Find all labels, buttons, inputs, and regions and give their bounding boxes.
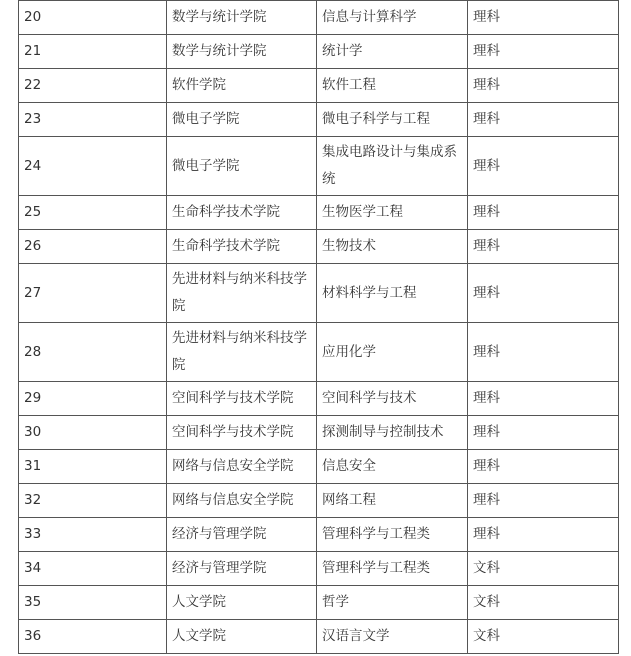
table-row bbox=[19, 450, 619, 484]
college-cell: 先进材料与纳米科技学院 bbox=[167, 264, 317, 323]
category-cell: 理科 bbox=[468, 196, 619, 230]
category-cell: 理科 bbox=[468, 382, 619, 416]
major-cell: 统计学 bbox=[317, 35, 468, 69]
major-cell: 管理科学与工程类 bbox=[317, 518, 468, 552]
major-cell: 汉语言文学 bbox=[317, 620, 468, 654]
row-number: 29 bbox=[19, 382, 167, 416]
major-cell: 管理科学与工程类 bbox=[317, 552, 468, 586]
college-cell: 微电子学院 bbox=[167, 103, 317, 137]
table-row bbox=[19, 1, 619, 35]
row-number: 28 bbox=[19, 323, 167, 382]
table-row bbox=[19, 586, 619, 620]
college-cell: 空间科学与技术学院 bbox=[167, 382, 317, 416]
row-number: 24 bbox=[19, 137, 167, 196]
row-number: 34 bbox=[19, 552, 167, 586]
row-number: 23 bbox=[19, 103, 167, 137]
table-row bbox=[19, 484, 619, 518]
row-number: 31 bbox=[19, 450, 167, 484]
row-number: 30 bbox=[19, 416, 167, 450]
college-cell: 空间科学与技术学院 bbox=[167, 416, 317, 450]
table-row bbox=[19, 620, 619, 654]
major-cell: 生物医学工程 bbox=[317, 196, 468, 230]
category-cell: 文科 bbox=[468, 552, 619, 586]
category-cell: 文科 bbox=[468, 586, 619, 620]
row-number: 33 bbox=[19, 518, 167, 552]
row-number: 32 bbox=[19, 484, 167, 518]
college-cell: 经济与管理学院 bbox=[167, 552, 317, 586]
row-number: 21 bbox=[19, 35, 167, 69]
row-number: 20 bbox=[19, 1, 167, 35]
table-row bbox=[19, 264, 619, 323]
major-cell: 微电子科学与工程 bbox=[317, 103, 468, 137]
college-cell: 人文学院 bbox=[167, 586, 317, 620]
table-row bbox=[19, 416, 619, 450]
major-cell: 信息与计算科学 bbox=[317, 1, 468, 35]
category-cell: 理科 bbox=[468, 484, 619, 518]
major-cell: 信息安全 bbox=[317, 450, 468, 484]
table-row bbox=[19, 323, 619, 382]
row-number: 26 bbox=[19, 230, 167, 264]
table-row bbox=[19, 230, 619, 264]
college-cell: 生命科学技术学院 bbox=[167, 196, 317, 230]
table-row bbox=[19, 103, 619, 137]
row-number: 27 bbox=[19, 264, 167, 323]
category-cell: 理科 bbox=[468, 416, 619, 450]
major-cell: 软件工程 bbox=[317, 69, 468, 103]
majors-table bbox=[18, 0, 619, 654]
college-cell: 先进材料与纳米科技学院 bbox=[167, 323, 317, 382]
table-row bbox=[19, 137, 619, 196]
row-number: 25 bbox=[19, 196, 167, 230]
category-cell: 理科 bbox=[468, 518, 619, 552]
major-cell: 空间科学与技术 bbox=[317, 382, 468, 416]
category-cell: 理科 bbox=[468, 103, 619, 137]
major-cell: 探测制导与控制技术 bbox=[317, 416, 468, 450]
college-cell: 网络与信息安全学院 bbox=[167, 484, 317, 518]
table-row bbox=[19, 518, 619, 552]
college-cell: 生命科学技术学院 bbox=[167, 230, 317, 264]
category-cell: 文科 bbox=[468, 620, 619, 654]
row-number: 22 bbox=[19, 69, 167, 103]
college-cell: 软件学院 bbox=[167, 69, 317, 103]
category-cell: 理科 bbox=[468, 1, 619, 35]
category-cell: 理科 bbox=[468, 137, 619, 196]
college-cell: 微电子学院 bbox=[167, 137, 317, 196]
major-cell: 应用化学 bbox=[317, 323, 468, 382]
table-row bbox=[19, 35, 619, 69]
row-number: 36 bbox=[19, 620, 167, 654]
category-cell: 理科 bbox=[468, 264, 619, 323]
category-cell: 理科 bbox=[468, 69, 619, 103]
category-cell: 理科 bbox=[468, 35, 619, 69]
table-row bbox=[19, 69, 619, 103]
college-cell: 人文学院 bbox=[167, 620, 317, 654]
college-cell: 网络与信息安全学院 bbox=[167, 450, 317, 484]
table-row bbox=[19, 552, 619, 586]
major-cell: 集成电路设计与集成系统 bbox=[317, 137, 468, 196]
major-cell: 生物技术 bbox=[317, 230, 468, 264]
major-cell: 哲学 bbox=[317, 586, 468, 620]
college-cell: 数学与统计学院 bbox=[167, 35, 317, 69]
category-cell: 理科 bbox=[468, 323, 619, 382]
category-cell: 理科 bbox=[468, 230, 619, 264]
major-cell: 材料科学与工程 bbox=[317, 264, 468, 323]
row-number: 35 bbox=[19, 586, 167, 620]
table-row bbox=[19, 196, 619, 230]
table-row bbox=[19, 382, 619, 416]
category-cell: 理科 bbox=[468, 450, 619, 484]
major-cell: 网络工程 bbox=[317, 484, 468, 518]
college-cell: 数学与统计学院 bbox=[167, 1, 317, 35]
college-cell: 经济与管理学院 bbox=[167, 518, 317, 552]
